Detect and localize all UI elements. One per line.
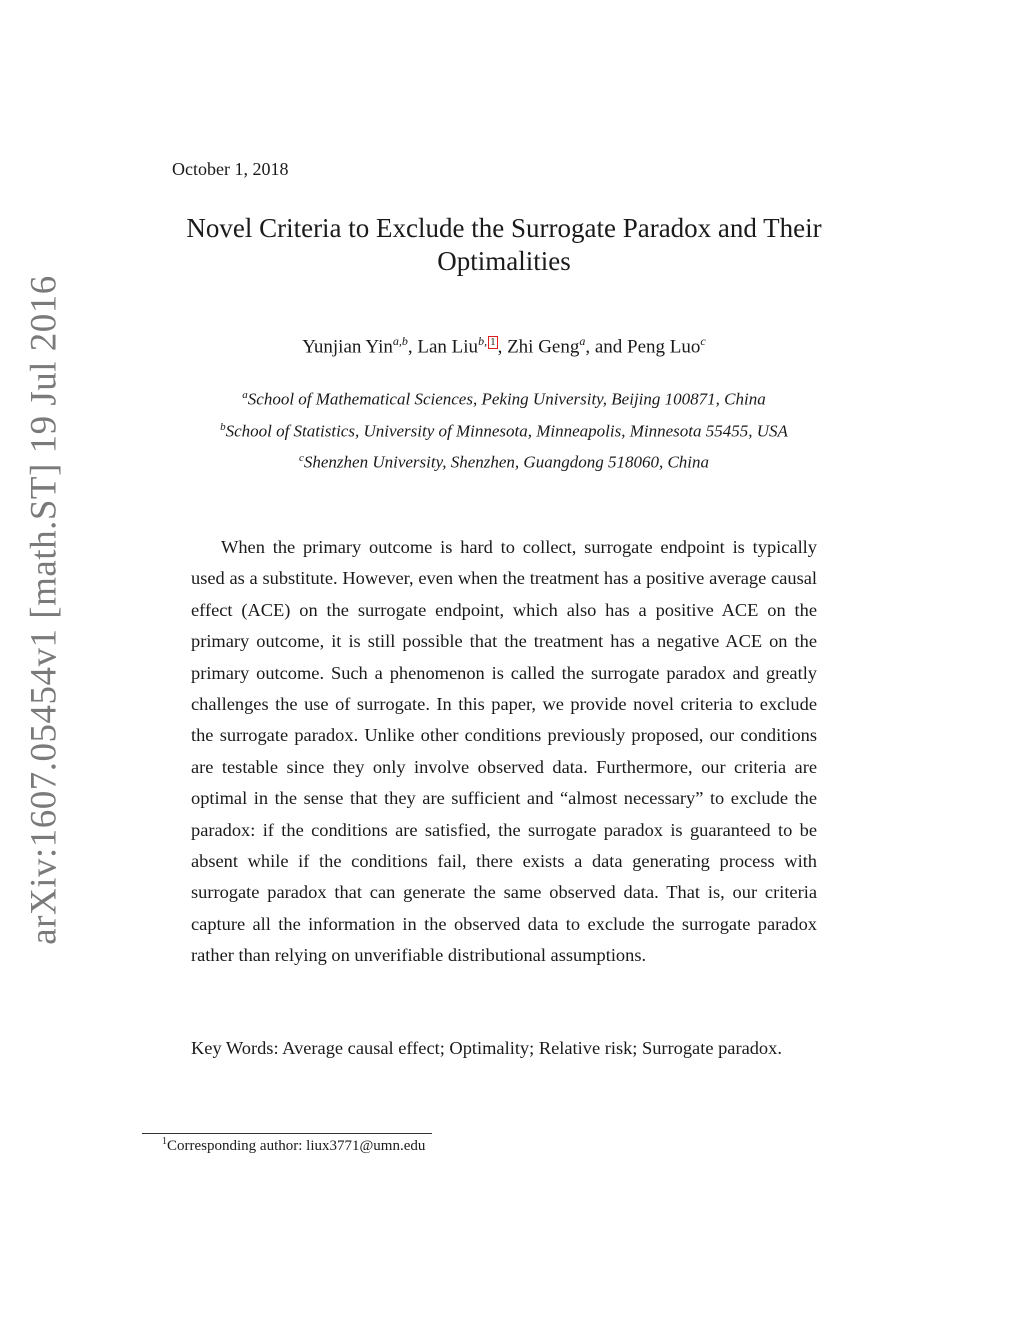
affiliation-text: School of Statistics, University of Minnesota, Minneapolis, Minnesota 55455, USA bbox=[225, 421, 788, 441]
author-name: Peng Luo bbox=[627, 336, 701, 358]
author-affil-mark: b, bbox=[478, 334, 488, 348]
author-name: Yunjian Yin bbox=[302, 336, 393, 358]
footnote-text: Corresponding author: liux3771@umn.edu bbox=[167, 1138, 426, 1154]
author-separator: , and bbox=[585, 336, 628, 358]
author-name: Lan Liu bbox=[417, 336, 479, 358]
affiliation-mark: c bbox=[298, 452, 304, 464]
author-affil-mark: c bbox=[700, 334, 706, 348]
keywords: Key Words: Average causal effect; Optimality; Relative risk; Surrogate paradox. bbox=[191, 1038, 782, 1058]
paper-title bbox=[150, 212, 858, 278]
affiliation-mark: b bbox=[220, 421, 226, 433]
footnote-rule bbox=[142, 1133, 432, 1134]
affiliation-text: School of Mathematical Sciences, Peking University, Beijing 100871, China bbox=[247, 389, 766, 409]
abstract: When the primary outcome is hard to collect, surrogate endpoint is typically used as a substitute. However, even when the treatment has a positive average causal effect (ACE) on the surrogate endpoint, which also has a positive ACE on the primary outcome, it is still possible that the treatment has a negative ACE on the primary outcome. Such a phenomenon is called the surrogate paradox and greatly challenges the use of surrogate. In this paper, we provide novel criteria to exclude the surrogate paradox. Unlike other conditions previously proposed, our conditions are testable since they only involve observed data. Furthermore, our criteria are optimal in the sense that they are sufficient and “almost necessary” to exclude the paradox: if the conditions are satisfied, the surrogate paradox is guaranteed to be absent while if the conditions fail, there exists a data generating process with surrogate paradox that can generate the same observed data. That is, our criteria capture all the information in the observed data to exclude the surrogate paradox rather than relying on unverifiable distributional assumptions. bbox=[191, 537, 817, 966]
author-affil-mark: a,b bbox=[392, 334, 408, 348]
footnote-link[interactable]: 1 bbox=[490, 336, 496, 348]
affiliation bbox=[150, 452, 858, 473]
date: October 1, 2018 bbox=[172, 159, 289, 179]
title-line-2: Optimalities bbox=[437, 246, 571, 276]
affiliation-text: Shenzhen University, Shenzhen, Guangdong 518060, China bbox=[303, 452, 710, 472]
author-name: Zhi Geng bbox=[507, 336, 580, 358]
author-separator: , bbox=[497, 336, 508, 358]
affiliation bbox=[150, 389, 858, 410]
affiliation-mark: a bbox=[242, 389, 248, 401]
author-affil-mark: a bbox=[579, 334, 586, 348]
footnote-mark: 1 bbox=[162, 1136, 167, 1147]
author-separator: , bbox=[407, 336, 418, 358]
author-list bbox=[150, 334, 858, 358]
affiliation bbox=[150, 421, 858, 442]
arxiv-identifier: arXiv:1607.05454v1 [math.ST] 19 Jul 2016 bbox=[23, 275, 65, 945]
footnote bbox=[162, 1136, 425, 1155]
title-line-1: Novel Criteria to Exclude the Surrogate Paradox and Their bbox=[186, 213, 822, 243]
